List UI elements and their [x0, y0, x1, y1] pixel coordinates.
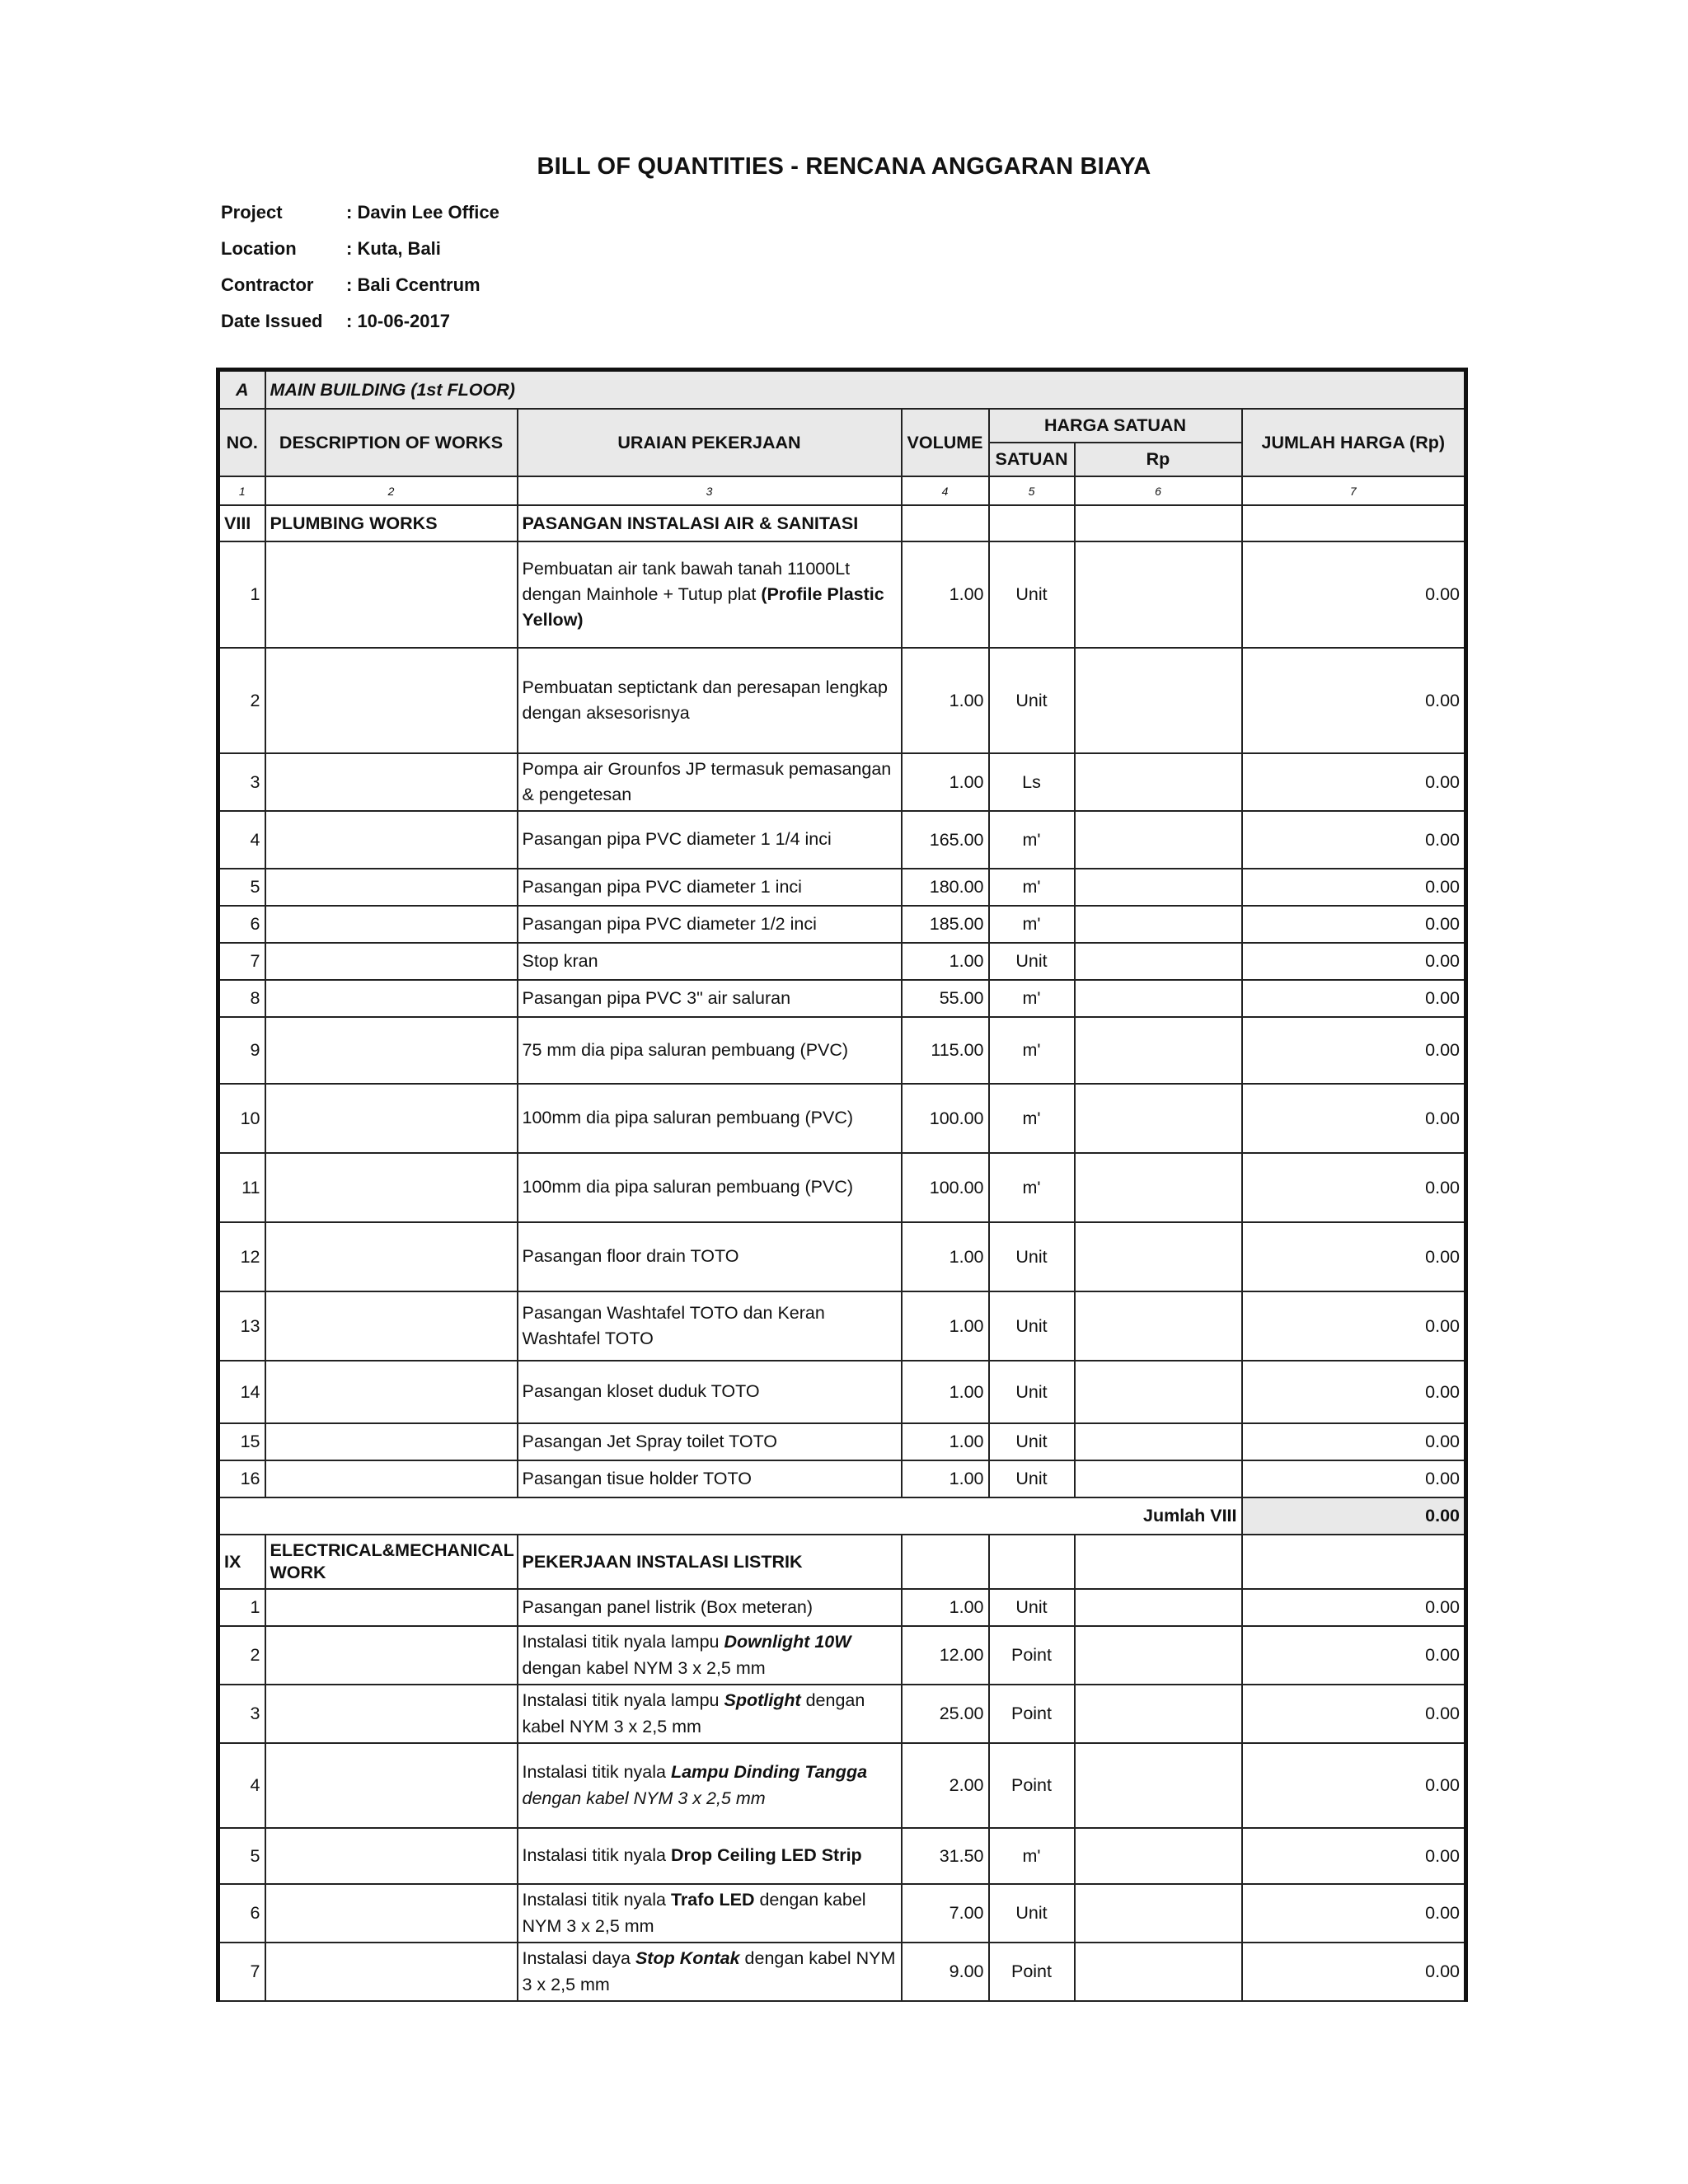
item-description: Pasangan panel listrik (Box meteran) [518, 1589, 902, 1626]
item-volume: 1.00 [902, 753, 989, 811]
table-row [218, 980, 1466, 1017]
item-volume: 1.00 [902, 1361, 989, 1423]
item-description-en [265, 1743, 518, 1828]
item-unit: Unit [989, 1423, 1075, 1460]
header-rp: Rp [1075, 443, 1242, 476]
item-unit: Unit [989, 943, 1075, 980]
item-desc-text: Pembuatan air tank bawah tanah 11000Lt dengan Mainhole + Tutup plat [522, 558, 851, 604]
item-unit-price [1075, 1017, 1242, 1084]
item-description: Pasangan kloset duduk TOTO [518, 1361, 902, 1423]
item-total: 0.00 [1242, 1943, 1466, 2001]
item-unit: m' [989, 1828, 1075, 1884]
item-description: Pasangan pipa PVC diameter 1/2 inci [518, 906, 902, 943]
item-desc-bold: Drop Ceiling LED Strip [670, 1845, 862, 1866]
item-description [518, 1685, 902, 1743]
item-description-en [265, 1460, 518, 1497]
item-unit: Point [989, 1943, 1075, 2001]
meta-value: : Bali Ccentrum [346, 274, 481, 295]
item-unit: Ls [989, 753, 1075, 811]
column-number: 6 [1075, 476, 1242, 505]
item-unit-price [1075, 1828, 1242, 1884]
item-description-en [265, 1884, 518, 1943]
header-uraian: URAIAN PEKERJAAN [518, 409, 902, 476]
item-desc-bold: Trafo LED [670, 1890, 755, 1910]
item-no: 16 [218, 1460, 265, 1497]
empty-cell [989, 1535, 1075, 1589]
meta-label: Contractor [221, 274, 314, 295]
table-row [218, 1017, 1466, 1084]
section-code: A [218, 370, 265, 410]
item-unit: Unit [989, 1460, 1075, 1497]
item-description-en [265, 1626, 518, 1685]
item-unit: m' [989, 811, 1075, 869]
item-no: 5 [218, 1828, 265, 1884]
item-no: 7 [218, 943, 265, 980]
item-unit-price [1075, 1361, 1242, 1423]
item-total: 0.00 [1242, 906, 1466, 943]
meta-value: : Kuta, Bali [346, 238, 441, 259]
item-total: 0.00 [1242, 943, 1466, 980]
meta-value: : 10-06-2017 [346, 311, 450, 331]
item-description [518, 1828, 902, 1884]
item-unit-price [1075, 869, 1242, 906]
empty-cell [1075, 1535, 1242, 1589]
empty-cell [902, 505, 989, 541]
item-total: 0.00 [1242, 1017, 1466, 1084]
item-volume: 185.00 [902, 906, 989, 943]
item-volume: 1.00 [902, 943, 989, 980]
item-description-en [265, 906, 518, 943]
item-unit: Unit [989, 1222, 1075, 1291]
header-description: DESCRIPTION OF WORKS [265, 409, 518, 476]
item-description [518, 1626, 902, 1685]
table-row [218, 1084, 1466, 1153]
item-no: 3 [218, 753, 265, 811]
item-description-en [265, 1153, 518, 1222]
empty-cell [1075, 505, 1242, 541]
column-number: 5 [989, 476, 1075, 505]
item-description: 75 mm dia pipa saluran pembuang (PVC) [518, 1017, 902, 1084]
item-total: 0.00 [1242, 1685, 1466, 1743]
item-description-en [265, 1943, 518, 2001]
item-unit-price [1075, 1460, 1242, 1497]
item-unit: m' [989, 1017, 1075, 1084]
item-desc-bold-italic: Lampu Dinding Tangga [670, 1762, 868, 1783]
table-row [218, 1460, 1466, 1497]
item-desc-text: Instalasi titik nyala [522, 1845, 671, 1866]
item-no: 6 [218, 1884, 265, 1943]
item-no: 8 [218, 980, 265, 1017]
item-description-en [265, 541, 518, 648]
item-unit-price [1075, 753, 1242, 811]
table-row [218, 1153, 1466, 1222]
table-row [218, 1589, 1466, 1626]
item-unit-price [1075, 943, 1242, 980]
table-row [218, 1222, 1466, 1291]
item-unit-price [1075, 1291, 1242, 1361]
meta-row-contractor [221, 267, 499, 303]
item-unit: Unit [989, 1589, 1075, 1626]
item-volume: 12.00 [902, 1626, 989, 1685]
item-volume: 1.00 [902, 648, 989, 753]
item-unit: Point [989, 1626, 1075, 1685]
table-row [218, 906, 1466, 943]
item-description: 100mm dia pipa saluran pembuang (PVC) [518, 1084, 902, 1153]
column-number-row [218, 476, 1466, 505]
header-satuan: SATUAN [989, 443, 1075, 476]
item-description-en [265, 869, 518, 906]
item-no: 1 [218, 541, 265, 648]
item-desc-text: Instalasi titik nyala lampu [522, 1632, 724, 1652]
item-desc-bold-italic: Stop Kontak [635, 1948, 740, 1969]
section-total-row [218, 1497, 1466, 1535]
item-desc-text: dengan kabel NYM 3 x 2,5 mm [522, 1657, 766, 1678]
item-volume: 31.50 [902, 1828, 989, 1884]
item-unit-price [1075, 1685, 1242, 1743]
meta-row-project [221, 194, 499, 231]
item-no: 1 [218, 1589, 265, 1626]
item-no: 7 [218, 1943, 265, 2001]
item-description: Pompa air Grounfos JP termasuk pemasangan & pengetesan [518, 753, 902, 811]
item-description-en [265, 1589, 518, 1626]
item-unit-price [1075, 980, 1242, 1017]
item-desc-italic: dengan kabel NYM 3 x 2,5 mm [522, 1788, 766, 1808]
item-volume: 1.00 [902, 1423, 989, 1460]
section-name-en: PLUMBING WORKS [265, 505, 518, 541]
item-desc-text: dengan kabel NYM 3 x 2,5 mm [522, 1690, 865, 1736]
item-volume: 100.00 [902, 1084, 989, 1153]
empty-cell [1242, 505, 1466, 541]
item-volume: 2.00 [902, 1743, 989, 1828]
table-row [218, 753, 1466, 811]
item-volume: 55.00 [902, 980, 989, 1017]
item-unit-price [1075, 648, 1242, 753]
table-row [218, 1361, 1466, 1423]
item-description-en [265, 1084, 518, 1153]
item-unit: Point [989, 1743, 1075, 1828]
document-title: BILL OF QUANTITIES - RENCANA ANGGARAN BIAYA [537, 153, 1151, 180]
item-volume: 1.00 [902, 1222, 989, 1291]
item-no: 10 [218, 1084, 265, 1153]
item-description: 100mm dia pipa saluran pembuang (PVC) [518, 1153, 902, 1222]
empty-cell [902, 1535, 989, 1589]
header-row [218, 409, 1466, 443]
item-description-en [265, 1017, 518, 1084]
item-unit: m' [989, 980, 1075, 1017]
item-total: 0.00 [1242, 980, 1466, 1017]
item-total: 0.00 [1242, 1743, 1466, 1828]
item-total: 0.00 [1242, 1361, 1466, 1423]
header-volume: VOLUME [902, 409, 989, 476]
column-number: 3 [518, 476, 902, 505]
section-code: IX [218, 1535, 265, 1589]
item-no: 12 [218, 1222, 265, 1291]
item-desc-text: Instalasi titik nyala [522, 1890, 671, 1910]
item-desc-text: Instalasi titik nyala [522, 1762, 671, 1783]
section-header-row [218, 505, 1466, 541]
table-row [218, 1884, 1466, 1943]
item-description: Pasangan Washtafel TOTO dan Keran Washtafel TOTO [518, 1291, 902, 1361]
item-unit-price [1075, 1943, 1242, 2001]
table-row [218, 1743, 1466, 1828]
item-volume: 7.00 [902, 1884, 989, 1943]
item-no: 15 [218, 1423, 265, 1460]
item-total: 0.00 [1242, 1828, 1466, 1884]
item-no: 2 [218, 648, 265, 753]
item-description-en [265, 1361, 518, 1423]
item-desc-text: Instalasi daya [522, 1948, 635, 1969]
section-name-id: PASANGAN INSTALASI AIR & SANITASI [518, 505, 902, 541]
item-total: 0.00 [1242, 753, 1466, 811]
item-description-en [265, 1828, 518, 1884]
item-description-en [265, 811, 518, 869]
item-volume: 115.00 [902, 1017, 989, 1084]
meta-label: Project [221, 202, 283, 223]
meta-row-date-issued [221, 303, 499, 340]
column-number: 2 [265, 476, 518, 505]
empty-cell [989, 505, 1075, 541]
section-name-id: PEKERJAAN INSTALASI LISTRIK [518, 1535, 902, 1589]
item-no: 6 [218, 906, 265, 943]
item-volume: 1.00 [902, 1589, 989, 1626]
item-unit: m' [989, 1153, 1075, 1222]
column-number: 1 [218, 476, 265, 505]
column-number: 4 [902, 476, 989, 505]
item-unit-price [1075, 1743, 1242, 1828]
item-description-en [265, 1222, 518, 1291]
item-volume: 25.00 [902, 1685, 989, 1743]
table-row [218, 1291, 1466, 1361]
item-description [518, 1943, 902, 2001]
item-description-en [265, 753, 518, 811]
table-row [218, 541, 1466, 648]
item-volume: 165.00 [902, 811, 989, 869]
item-unit-price [1075, 541, 1242, 648]
item-description-en [265, 980, 518, 1017]
meta-value: : Davin Lee Office [346, 202, 499, 223]
table-row [218, 1685, 1466, 1743]
item-unit-price [1075, 1884, 1242, 1943]
item-total: 0.00 [1242, 541, 1466, 648]
item-description [518, 1743, 902, 1828]
item-description-en [265, 648, 518, 753]
section-a-row [218, 370, 1466, 410]
item-no: 5 [218, 869, 265, 906]
section-total-value: 0.00 [1242, 1497, 1466, 1535]
item-unit-price [1075, 1423, 1242, 1460]
item-description: Pasangan pipa PVC diameter 1 inci [518, 869, 902, 906]
item-description: Pasangan pipa PVC 3" air saluran [518, 980, 902, 1017]
item-total: 0.00 [1242, 1589, 1466, 1626]
item-total: 0.00 [1242, 1626, 1466, 1685]
section-title: MAIN BUILDING (1st FLOOR) [265, 370, 1466, 410]
item-unit-price [1075, 1153, 1242, 1222]
item-no: 13 [218, 1291, 265, 1361]
meta-label: Location [221, 238, 297, 259]
item-desc-bold-italic: Spotlight [724, 1690, 801, 1711]
item-unit: Unit [989, 648, 1075, 753]
item-description-en [265, 1423, 518, 1460]
item-unit-price [1075, 1626, 1242, 1685]
item-volume: 9.00 [902, 1943, 989, 2001]
item-total: 0.00 [1242, 869, 1466, 906]
item-total: 0.00 [1242, 1423, 1466, 1460]
item-description [518, 1884, 902, 1943]
table-row [218, 1423, 1466, 1460]
item-unit: m' [989, 1084, 1075, 1153]
item-no: 11 [218, 1153, 265, 1222]
item-unit: m' [989, 906, 1075, 943]
table-row [218, 648, 1466, 753]
header-jumlah: JUMLAH HARGA (Rp) [1242, 409, 1466, 476]
header-no: NO. [218, 409, 265, 476]
item-unit-price [1075, 811, 1242, 869]
item-total: 0.00 [1242, 811, 1466, 869]
item-volume: 1.00 [902, 541, 989, 648]
item-unit: Point [989, 1685, 1075, 1743]
item-description: Pasangan tisue holder TOTO [518, 1460, 902, 1497]
item-volume: 1.00 [902, 1291, 989, 1361]
item-total: 0.00 [1242, 1460, 1466, 1497]
item-desc-text: dengan kabel NYM 3 x 2,5 mm [522, 1948, 896, 1994]
item-unit-price [1075, 1084, 1242, 1153]
section-header-row [218, 1535, 1466, 1589]
table-row [218, 811, 1466, 869]
item-unit: Unit [989, 1361, 1075, 1423]
item-desc-bold: (Profile Plastic Yellow) [522, 583, 884, 630]
item-description [518, 541, 902, 648]
item-description: Stop kran [518, 943, 902, 980]
bill-of-quantities-table [216, 368, 1468, 2002]
item-description: Pasangan floor drain TOTO [518, 1222, 902, 1291]
item-volume: 100.00 [902, 1153, 989, 1222]
section-code: VIII [218, 505, 265, 541]
item-desc-text: Instalasi titik nyala lampu [522, 1690, 724, 1711]
item-no: 4 [218, 811, 265, 869]
section-name-en: ELECTRICAL&MECHANICAL WORK [265, 1535, 518, 1589]
table-row [218, 1626, 1466, 1685]
item-total: 0.00 [1242, 1084, 1466, 1153]
meta-label: Date Issued [221, 311, 323, 331]
item-total: 0.00 [1242, 1884, 1466, 1943]
section-total-label: Jumlah VIII [218, 1497, 1242, 1535]
item-unit: Unit [989, 1884, 1075, 1943]
item-total: 0.00 [1242, 1153, 1466, 1222]
meta-row-location [221, 231, 499, 267]
item-no: 9 [218, 1017, 265, 1084]
item-desc-bold-italic: Downlight 10W [724, 1632, 851, 1652]
item-description-en [265, 943, 518, 980]
table-row [218, 869, 1466, 906]
item-description: Pembuatan septictank dan peresapan lengkap dengan aksesorisnya [518, 648, 902, 753]
item-unit-price [1075, 906, 1242, 943]
item-total: 0.00 [1242, 648, 1466, 753]
column-number: 7 [1242, 476, 1466, 505]
item-description: Pasangan Jet Spray toilet TOTO [518, 1423, 902, 1460]
item-desc-text: dengan kabel NYM 3 x 2,5 mm [522, 1890, 866, 1936]
table-row [218, 943, 1466, 980]
item-volume: 1.00 [902, 1460, 989, 1497]
item-no: 3 [218, 1685, 265, 1743]
item-total: 0.00 [1242, 1222, 1466, 1291]
header-harga-satuan: HARGA SATUAN [989, 409, 1242, 443]
table-row [218, 1828, 1466, 1884]
item-unit: m' [989, 869, 1075, 906]
item-unit: Unit [989, 541, 1075, 648]
item-no: 2 [218, 1626, 265, 1685]
project-meta [221, 194, 499, 340]
table-row [218, 1943, 1466, 2001]
item-total: 0.00 [1242, 1291, 1466, 1361]
item-description-en [265, 1291, 518, 1361]
item-description: Pasangan pipa PVC diameter 1 1/4 inci [518, 811, 902, 869]
item-description-en [265, 1685, 518, 1743]
empty-cell [1242, 1535, 1466, 1589]
item-no: 4 [218, 1743, 265, 1828]
item-no: 14 [218, 1361, 265, 1423]
item-unit: Unit [989, 1291, 1075, 1361]
item-unit-price [1075, 1222, 1242, 1291]
item-volume: 180.00 [902, 869, 989, 906]
item-unit-price [1075, 1589, 1242, 1626]
